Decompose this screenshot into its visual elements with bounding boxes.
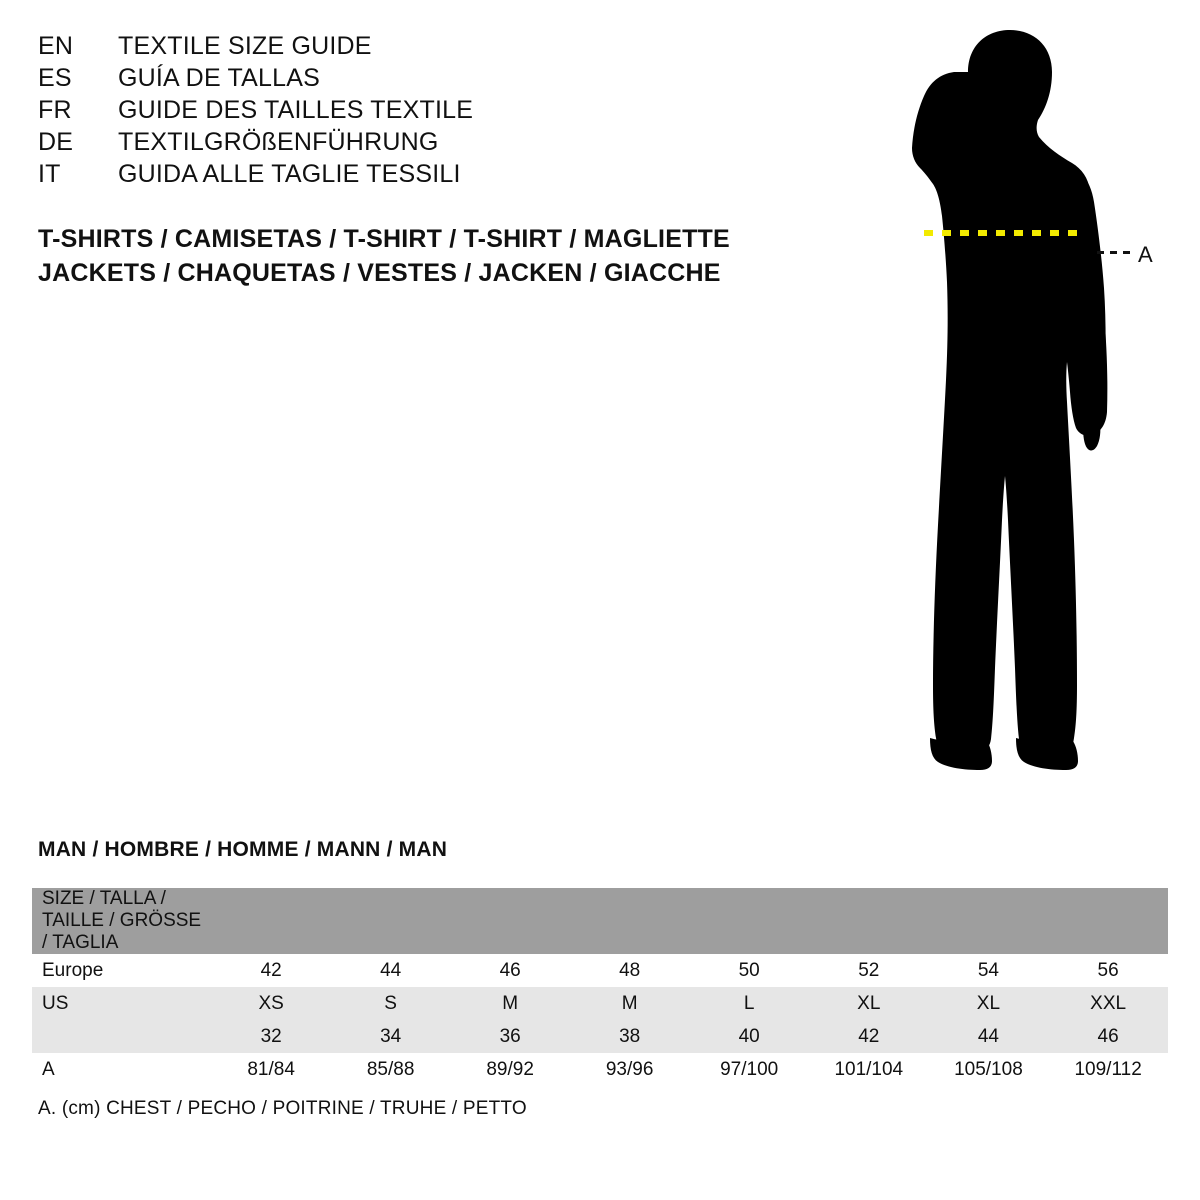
table-cell: 81/84 bbox=[211, 1053, 331, 1086]
table-cell: 32 bbox=[211, 1020, 331, 1053]
language-row bbox=[38, 30, 758, 62]
language-code: IT bbox=[38, 160, 61, 188]
table-cell: 46 bbox=[1048, 1020, 1168, 1053]
language-text: GUIDA ALLE TAGLIE TESSILI bbox=[118, 160, 461, 188]
language-row bbox=[38, 94, 758, 126]
silhouette-icon bbox=[820, 20, 1180, 790]
header-spacer bbox=[689, 888, 809, 954]
header-spacer bbox=[929, 888, 1049, 954]
table-cell: 46 bbox=[450, 954, 570, 987]
header-spacer bbox=[809, 888, 929, 954]
footnote-chest-measurement: A. (cm) CHEST / PECHO / POITRINE / TRUHE / PETTO bbox=[38, 1098, 527, 1119]
table-cell: M bbox=[450, 987, 570, 1020]
table-row bbox=[32, 987, 1168, 1020]
table-cell: XS bbox=[211, 987, 331, 1020]
table-section-title: MAN / HOMBRE / HOMME / MANN / MAN bbox=[38, 838, 448, 861]
category-jackets: JACKETS / CHAQUETAS / VESTES / JACKEN / GIACCHE bbox=[38, 259, 721, 287]
header-spacer bbox=[570, 888, 690, 954]
category-list bbox=[38, 222, 798, 290]
table-cell: 36 bbox=[450, 1020, 570, 1053]
table-cell: 42 bbox=[809, 1020, 929, 1053]
table-cell: 101/104 bbox=[809, 1053, 929, 1086]
size-header-label: SIZE / TALLA / TAILLE / GRÖSSE / TAGLIA bbox=[32, 888, 211, 954]
table-cell: XXL bbox=[1048, 987, 1168, 1020]
language-text: TEXTILGRÖßENFÜHRUNG bbox=[118, 128, 439, 156]
language-text: TEXTILE SIZE GUIDE bbox=[118, 32, 372, 60]
language-text: GUÍA DE TALLAS bbox=[118, 64, 320, 92]
size-table bbox=[32, 888, 1168, 1086]
language-code: ES bbox=[38, 64, 72, 92]
table-cell: 89/92 bbox=[450, 1053, 570, 1086]
table-cell: 97/100 bbox=[689, 1053, 809, 1086]
table-cell: 40 bbox=[689, 1020, 809, 1053]
table-cell: M bbox=[570, 987, 690, 1020]
language-code: DE bbox=[38, 128, 74, 156]
table-cell: 42 bbox=[211, 954, 331, 987]
header-spacer bbox=[211, 888, 331, 954]
table-cell: 54 bbox=[929, 954, 1049, 987]
table-cell: XL bbox=[809, 987, 929, 1020]
table-cell: S bbox=[331, 987, 451, 1020]
language-row bbox=[38, 62, 758, 94]
table-cell: 56 bbox=[1048, 954, 1168, 987]
table-cell: 52 bbox=[809, 954, 929, 987]
table-row bbox=[32, 954, 1168, 987]
table-cell: 93/96 bbox=[570, 1053, 690, 1086]
language-list bbox=[38, 30, 758, 190]
language-row bbox=[38, 158, 758, 190]
header-spacer bbox=[331, 888, 451, 954]
row-label: Europe bbox=[32, 954, 211, 987]
header-spacer bbox=[1048, 888, 1168, 954]
table-cell: 48 bbox=[570, 954, 690, 987]
header-spacer bbox=[450, 888, 570, 954]
body-silhouette-figure bbox=[820, 20, 1180, 790]
row-label: A bbox=[32, 1053, 211, 1086]
language-text: GUIDE DES TAILLES TEXTILE bbox=[118, 96, 474, 124]
table-cell: 34 bbox=[331, 1020, 451, 1053]
table-cell: 38 bbox=[570, 1020, 690, 1053]
table-cell: 85/88 bbox=[331, 1053, 451, 1086]
table-cell: 109/112 bbox=[1048, 1053, 1168, 1086]
table-row bbox=[32, 1020, 1168, 1053]
table-row bbox=[32, 1053, 1168, 1086]
language-code: EN bbox=[38, 32, 74, 60]
measure-label-a: A bbox=[1138, 242, 1153, 267]
language-row bbox=[38, 126, 758, 158]
category-tshirts: T-SHIRTS / CAMISETAS / T-SHIRT / T-SHIRT / MAGLIETTE bbox=[38, 225, 730, 253]
row-label: US bbox=[32, 987, 211, 1020]
measure-leader-line bbox=[1097, 251, 1131, 254]
table-cell: XL bbox=[929, 987, 1049, 1020]
table-cell: L bbox=[689, 987, 809, 1020]
row-label bbox=[32, 1020, 211, 1053]
table-row-header bbox=[32, 888, 1168, 954]
language-code: FR bbox=[38, 96, 72, 124]
table-cell: 105/108 bbox=[929, 1053, 1049, 1086]
table-cell: 44 bbox=[331, 954, 451, 987]
table-cell: 44 bbox=[929, 1020, 1049, 1053]
table-cell: 50 bbox=[689, 954, 809, 987]
